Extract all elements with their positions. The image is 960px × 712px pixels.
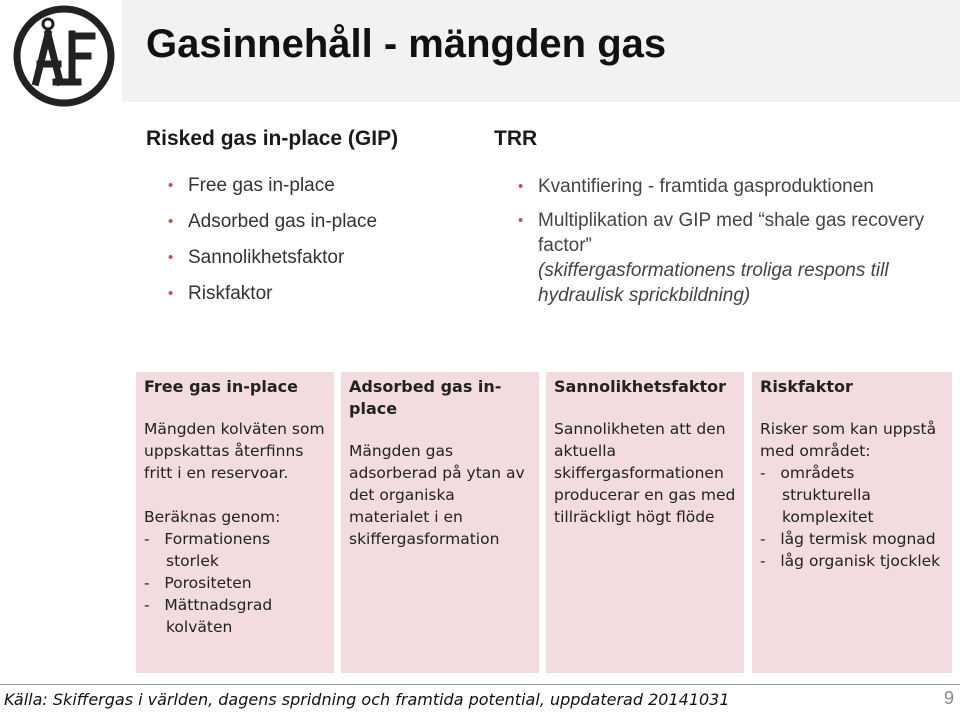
list-item: • Riskfaktor — [168, 282, 478, 305]
right-column-heading: TRR — [494, 127, 538, 150]
box-heading: Sannolikhetsfaktor — [554, 377, 727, 396]
list-item-text: Multiplikation av GIP med “shale gas recovery factor” — [538, 210, 925, 256]
list-item: • Free gas in-place — [168, 174, 478, 197]
box-heading: Riskfaktor — [760, 377, 853, 396]
info-box-free-gas — [136, 372, 334, 673]
info-box-adsorbed-gas — [341, 372, 539, 673]
page-number: 9 — [943, 688, 954, 708]
list-item-note: (skiffergasformationens troliga respons till hydraulisk sprickbildning) — [538, 260, 889, 306]
box-list-item: - Formationens storlek — [144, 530, 271, 570]
list-item-text: Kvantifiering - framtida gasproduktionen — [538, 176, 874, 197]
info-box-riskfaktor — [752, 372, 952, 673]
list-item — [518, 174, 938, 199]
box-list-item: - låg termisk mognad — [760, 530, 936, 548]
footer-divider — [0, 684, 960, 685]
page-title: Gasinnehåll - mängden gas — [146, 22, 667, 66]
box-subheading: Beräknas genom: — [144, 508, 281, 526]
box-body: Sannolikheten att den aktuella skiffergasformationen producerar en gas med tillräckligt högt flöde — [554, 420, 736, 526]
box-heading: Adsorbed gas in-place — [349, 377, 502, 418]
source-footer: Källa: Skiffergas i världen, dagens spridning och framtida potential, uppdaterad 20141031 — [4, 690, 730, 709]
box-heading: Free gas in-place — [144, 377, 298, 396]
box-body: Mängden gas adsorberad på ytan av det organiska materialet i en skiffergasformation — [349, 442, 525, 548]
box-body: Risker som kan uppstå med området: — [760, 420, 937, 460]
list-item — [518, 208, 938, 308]
box-list-item: - områdets strukturella komplexitet — [760, 464, 874, 526]
info-box-sannolikhetsfaktor — [546, 372, 744, 673]
logo-icon — [12, 4, 116, 108]
box-list-item: - Mättnadsgrad kolväten — [144, 596, 273, 636]
list-item: • Sannolikhetsfaktor — [168, 246, 478, 269]
box-list-item: - Porositeten — [144, 574, 252, 592]
list-item: • Adsorbed gas in-place — [168, 210, 478, 233]
right-bullet-list — [518, 174, 938, 317]
left-bullet-list — [168, 174, 478, 318]
box-list-item: - låg organisk tjocklek — [760, 552, 941, 570]
left-column-heading: Risked gas in-place (GIP) — [146, 127, 399, 150]
box-body: Mängden kolväten som uppskattas återfinns fritt i en reservoar. — [144, 420, 325, 482]
